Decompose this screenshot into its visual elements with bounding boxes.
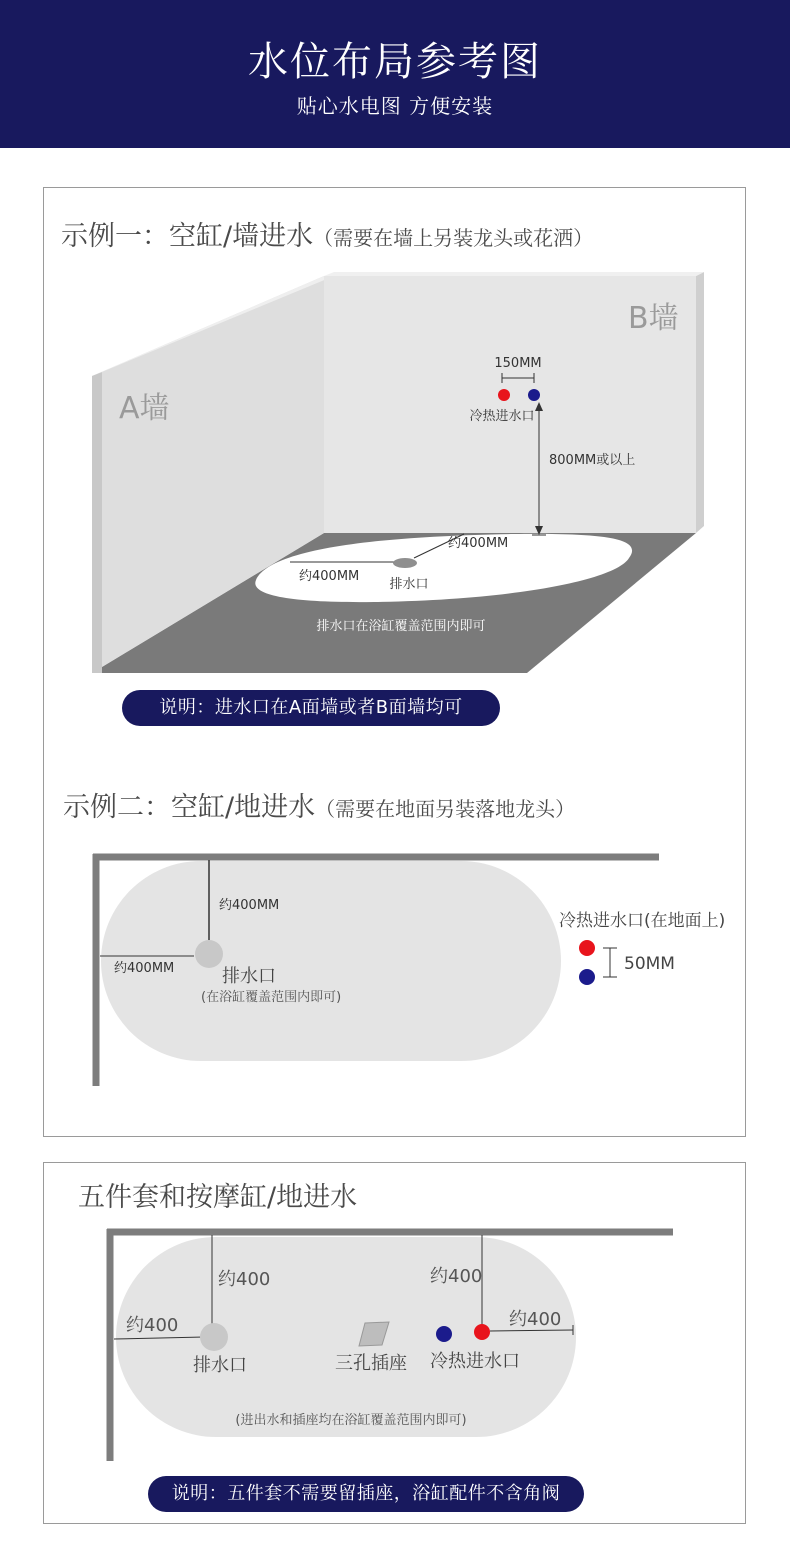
- drain-y-label: 约400MM: [219, 898, 280, 913]
- wall-b-label: B墙: [628, 301, 679, 336]
- cold-water-inlet: [436, 1326, 452, 1342]
- example2-floor-plan: [44, 848, 745, 1108]
- inlet-label: 冷热进水口(在地面上): [559, 911, 726, 931]
- drain-note: (在浴缸覆盖范围内即可): [201, 990, 342, 1005]
- page-subtitle: 贴心水电图 方便安装: [296, 94, 494, 118]
- drain-y-label: 约400: [218, 1269, 271, 1290]
- floor-note: 排水口在浴缸覆盖范围内即可: [316, 619, 486, 634]
- drain-icon: [393, 558, 417, 568]
- drain-icon: [200, 1323, 228, 1351]
- cold-water-inlet: [528, 389, 540, 401]
- hot-water-inlet: [498, 389, 510, 401]
- example-panel-1: [43, 187, 746, 1137]
- wall-b-edge: [696, 272, 704, 533]
- drain-label: 排水口: [389, 577, 429, 592]
- example3-note: 说明：五件套不需要留插座，浴缸配件不含角阀: [148, 1476, 584, 1512]
- page-header: [0, 0, 790, 148]
- inlet-label: 冷热进水口: [469, 409, 535, 424]
- wall-a-edge: [92, 372, 102, 673]
- inlet-label: 冷热进水口: [430, 1351, 520, 1372]
- drain-x-label: 约400MM: [114, 961, 175, 976]
- wall-b-top: [324, 272, 704, 276]
- example3-title: 五件套和按摩缸/地进水: [78, 1182, 358, 1213]
- drain-x-label: 约400: [126, 1315, 179, 1336]
- spacing-label: 150MM: [494, 356, 542, 371]
- inlet-y-label: 约400: [430, 1266, 483, 1287]
- page-title: 水位布局参考图: [248, 39, 542, 85]
- example1-title-main: 示例一：空缸/墙进水: [61, 221, 314, 252]
- example1-title-note: （需要在墙上另装龙头或花洒）: [313, 226, 594, 250]
- tub-note: (进出水和插座均在浴缸覆盖范围内即可): [235, 1413, 467, 1428]
- example1-note: 说明：进水口在A面墙或者B面墙均可: [122, 690, 500, 726]
- wall-a-label: A墙: [119, 391, 170, 426]
- inlet-x-label: 约400: [509, 1309, 562, 1330]
- cold-water-inlet: [579, 969, 595, 985]
- example-panel-2: [43, 1162, 746, 1524]
- example2-title: [63, 785, 575, 824]
- hot-water-inlet: [579, 940, 595, 956]
- hot-water-inlet: [474, 1324, 490, 1340]
- example1-title: [61, 214, 593, 253]
- socket-label: 三孔插座: [335, 1353, 407, 1374]
- drain-y-label: 约400MM: [448, 536, 509, 551]
- height-label: 800MM或以上: [549, 453, 636, 468]
- example2-title-note: （需要在地面另装落地龙头）: [315, 797, 576, 821]
- spacing-label: 50MM: [624, 954, 675, 974]
- example2-title-main: 示例二：空缸/地进水: [63, 792, 316, 823]
- drain-label: 排水口: [193, 1355, 247, 1376]
- drain-x-label: 约400MM: [299, 569, 360, 584]
- drain-label: 排水口: [222, 966, 276, 987]
- drain-icon: [195, 940, 223, 968]
